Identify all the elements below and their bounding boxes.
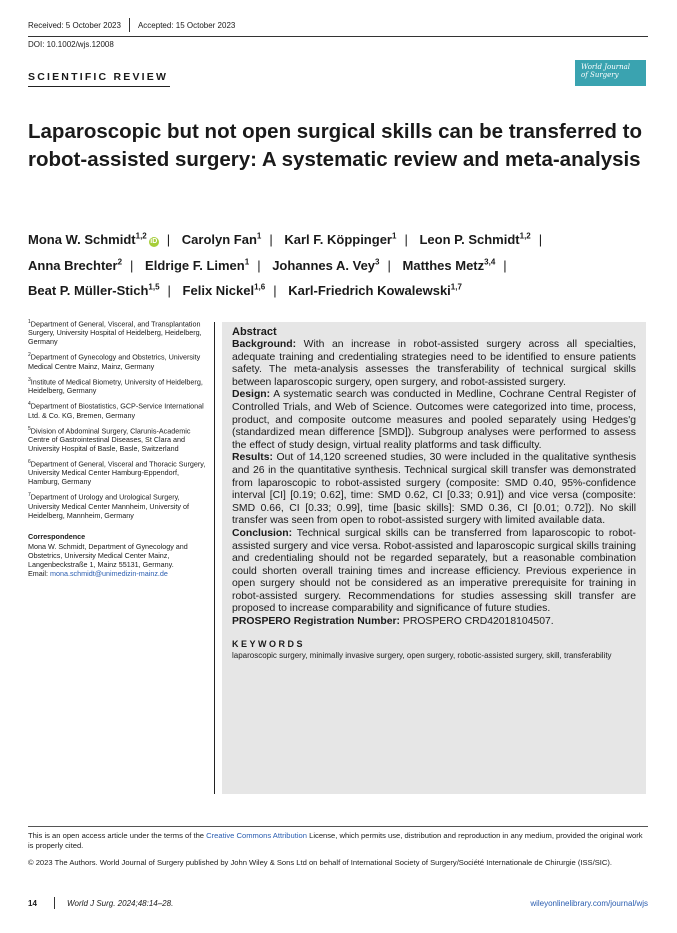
received-date: Received: 5 October 2023	[28, 20, 121, 30]
section-label: SCIENTIFIC REVIEW	[28, 71, 169, 83]
results-text: Out of 14,120 screened studies, 30 were included in the qualitative synthesis and 26 in the quantitative synthesis. Technical surgical skill transfer was demonstrated from laparoscopic to robot-assisted surgery (composite: SMD 0.40, 95%-confidence interval [CI] [0.19; 0.62], time: SMD 0.62, CI [0.33; 0.91]) and vice versa (composite: SMD 0.66, CI [0.33; 0.99], time [basic skills]: SMD 0.36, CI [0.01; 0.72]). No skill transfer was seen from open to robot-assisted surgery with limited available data.	[232, 452, 637, 527]
affiliations-column	[28, 318, 210, 578]
author[interactable]	[28, 258, 122, 273]
license-link[interactable]: Creative Commons Attribution	[206, 831, 307, 840]
header-separator	[129, 18, 130, 32]
background-label: Background:	[232, 339, 297, 350]
affiliation	[28, 351, 210, 370]
author-affiliation-ref: 1	[391, 232, 397, 241]
correspondence-email	[28, 569, 210, 578]
prospero-label: PROSPERO Registration Number:	[232, 616, 401, 628]
correspondence-heading: Correspondence	[28, 531, 86, 541]
author-affiliation-ref: 2	[117, 257, 123, 267]
prospero-number: PROSPERO CRD42018104507.	[402, 616, 554, 628]
abstract-box	[222, 322, 646, 794]
affiliation-number: 6	[28, 458, 31, 465]
license-post: License, which permits use, distribution and reproduction in any medium, provided the original work is properly cited.	[28, 831, 643, 850]
affiliation-number: 3	[28, 376, 31, 383]
affiliation	[28, 318, 210, 346]
author-affiliation-ref: 1	[244, 257, 250, 267]
affiliation-text: Department of Biostatistics, GCP-Service International Ltd. & Co. KG, Bremen, Germany	[28, 401, 204, 420]
author-affiliation-ref: 1,7	[450, 282, 462, 292]
affiliation	[28, 376, 210, 395]
author-separator: |	[387, 257, 391, 273]
footer-separator	[54, 897, 55, 909]
author[interactable]	[419, 232, 530, 247]
author-separator: |	[404, 232, 408, 248]
article-title: Laparoscopic but not open surgical skills can be transferred to robot-assisted surgery: A systematic review and meta-analysis	[28, 120, 642, 171]
page-number: 14	[28, 898, 37, 908]
license-pre: This is an open access article under the terms of the	[28, 831, 207, 840]
abstract-prospero	[232, 616, 636, 629]
conclusion-text: Technical surgical skills can be transferred from laparoscopic to robot-assisted surgery and vice versa. Robot-assisted and laparoscopic surgical skills training and credentialing should not be regarded separately, but a reasonable combination could shorten overall training times and increase efficiency. Previous experience in open surgery should not be considered as an imperative prerequisite for training in robot-assisted surgery. Recommendations for studies assessing skill transfer are proposed to increase comparability and significance of future studies.	[232, 527, 636, 615]
author[interactable]	[284, 232, 396, 247]
orcid-icon[interactable]: iD	[150, 238, 158, 246]
affiliation	[28, 458, 210, 486]
background-text: With an increase in robot-assisted surgery across all specialties, adequate training and credentialing strategies need to be identified to ensure patients safety. The meta-analysis assesses the transferability of technical surgical skills between laparoscopic surgery, open surgery, and robot-assisted surgery.	[232, 339, 636, 388]
author-list	[28, 226, 648, 302]
journal-logo-line1: World Journal	[581, 63, 631, 71]
author-name: Beat P. Müller-Stich	[28, 282, 149, 298]
journal-logo	[575, 60, 646, 86]
author-name: Carolyn Fan	[181, 232, 257, 248]
affiliation	[28, 425, 210, 453]
author-name: Matthes Metz	[402, 257, 485, 273]
design-text: A systematic search was conducted in Medline, Cochrane Central Register of Controlled Trials, and Web of Science. Outcomes were categorized into time, process, product, and composite outcome measures and pooled separately using Hedges'g (standardized mean difference [SMD]). Subgroup analyses were performed to assess the effect of study design, virtual reality platforms and task difficulty.	[232, 389, 636, 451]
abstract-background	[232, 339, 636, 389]
author-separator: |	[166, 232, 171, 248]
abstract-results	[232, 452, 636, 528]
author-affiliation-ref: 1,6	[254, 282, 266, 292]
affiliation-text: Department of General, Visceral and Thoracic Surgery, University Medical Center Hamburg-Eppendorf, Hamburg, Germany	[28, 459, 206, 487]
section-underline	[28, 86, 170, 87]
license-notice	[28, 831, 648, 850]
journal-url[interactable]: wileyonlinelibrary.com/journal/wjs	[530, 898, 648, 908]
copyright-notice: © 2023 The Authors. World Journal of Surgery published by John Wiley & Sons Ltd on behalf of International Society of Surgery/Société Internationale de Chirurgie (ISS/SIC).	[28, 858, 613, 867]
accepted-date: Accepted: 15 October 2023	[137, 20, 236, 30]
correspondence-address: Mona W. Schmidt, Department of Gynecology and Obstetrics, University Medical Center Mainz, Langenbeckstraße 1, Mainz 55131, Germany.	[28, 541, 188, 569]
doi: DOI: 10.1002/wjs.12008	[28, 40, 114, 49]
abstract-conclusion	[232, 528, 636, 616]
author-separator: |	[503, 257, 507, 273]
author[interactable]	[28, 283, 160, 298]
author-name: Mona W. Schmidt	[28, 232, 136, 248]
affiliation-number: 7	[28, 492, 31, 499]
author[interactable]	[272, 258, 379, 273]
affiliation	[28, 400, 210, 419]
author-separator: |	[257, 257, 261, 273]
column-divider	[214, 322, 215, 794]
author-affiliation-ref: 1,2	[519, 232, 531, 241]
author-name: Anna Brechter	[28, 257, 118, 273]
author-separator: |	[273, 282, 277, 298]
author[interactable]	[183, 283, 266, 298]
author-affiliation-ref: 1	[256, 232, 262, 241]
conclusion-label: Conclusion:	[232, 527, 293, 539]
results-label: Results:	[232, 452, 273, 464]
author-affiliation-ref: 3,4	[484, 257, 496, 267]
author-name: Johannes A. Vey	[272, 257, 376, 273]
abstract-heading: Abstract	[232, 326, 277, 338]
page-footer	[28, 897, 648, 909]
abstract-design	[232, 389, 636, 452]
author[interactable]	[28, 232, 159, 247]
keywords-list: laparoscopic surgery, minimally invasive surgery, open surgery, robotic-assisted surgery, skill, transferability	[232, 650, 612, 660]
affiliation-text: Division of Abdominal Surgery, Clarunis-Academic Centre of Gastrointestinal Diseases, St Clara and University Hospital of Basle, Basle, Switzerland	[28, 425, 191, 453]
author[interactable]	[403, 258, 496, 273]
journal-reference: World J Surg. 2024;48:14–28.	[67, 898, 174, 908]
affiliation	[28, 491, 210, 519]
affiliation-text: Department of Urology and Urological Surgery, University Medical Center Mannheim, University of Heidelberg, Mannheim, Germany	[28, 492, 189, 520]
affiliation-number: 1	[28, 319, 31, 325]
author-affiliation-ref: 3	[375, 257, 380, 267]
article-dates	[28, 18, 235, 32]
author-separator: |	[269, 232, 273, 248]
author-name: Karl F. Köppinger	[284, 232, 392, 248]
email-label: Email:	[28, 568, 50, 578]
author-name: Karl-Friedrich Kowalewski	[288, 282, 451, 298]
author-name: Eldrige F. Limen	[145, 257, 245, 273]
author-separator: |	[167, 282, 171, 298]
design-label: Design:	[232, 389, 271, 401]
affiliation-text: Department of Gynecology and Obstetrics, University Medical Centre Mainz, Mainz, Germany	[28, 352, 201, 371]
footer-rule	[28, 826, 648, 827]
affiliation-number: 5	[28, 425, 31, 432]
journal-logo-line2: of Surgery	[581, 71, 619, 79]
author-name: Leon P. Schmidt	[419, 232, 520, 248]
author-separator: |	[538, 232, 543, 248]
affiliation-number: 4	[28, 401, 31, 408]
author[interactable]	[288, 283, 462, 298]
author-separator: |	[130, 257, 134, 273]
affiliation-text: Institute of Medical Biometry, University of Heidelberg, Heidelberg, Germany	[28, 377, 203, 396]
affiliation-number: 2	[28, 352, 31, 359]
header-rule	[28, 36, 648, 37]
email-link[interactable]: mona.schmidt@unimedizin-mainz.de	[49, 568, 168, 578]
author[interactable]	[145, 258, 249, 273]
author-name: Felix Nickel	[182, 282, 255, 298]
affiliation-text: Department of General, Visceral, and Transplantation Surgery, University Hospital of Heidelberg, Heidelberg, Germany	[28, 319, 202, 347]
author-affiliation-ref: 1,5	[148, 282, 160, 292]
author-affiliation-ref: 1,2	[135, 232, 147, 241]
keywords-heading: KEYWORDS	[232, 638, 306, 649]
author[interactable]	[182, 232, 262, 247]
